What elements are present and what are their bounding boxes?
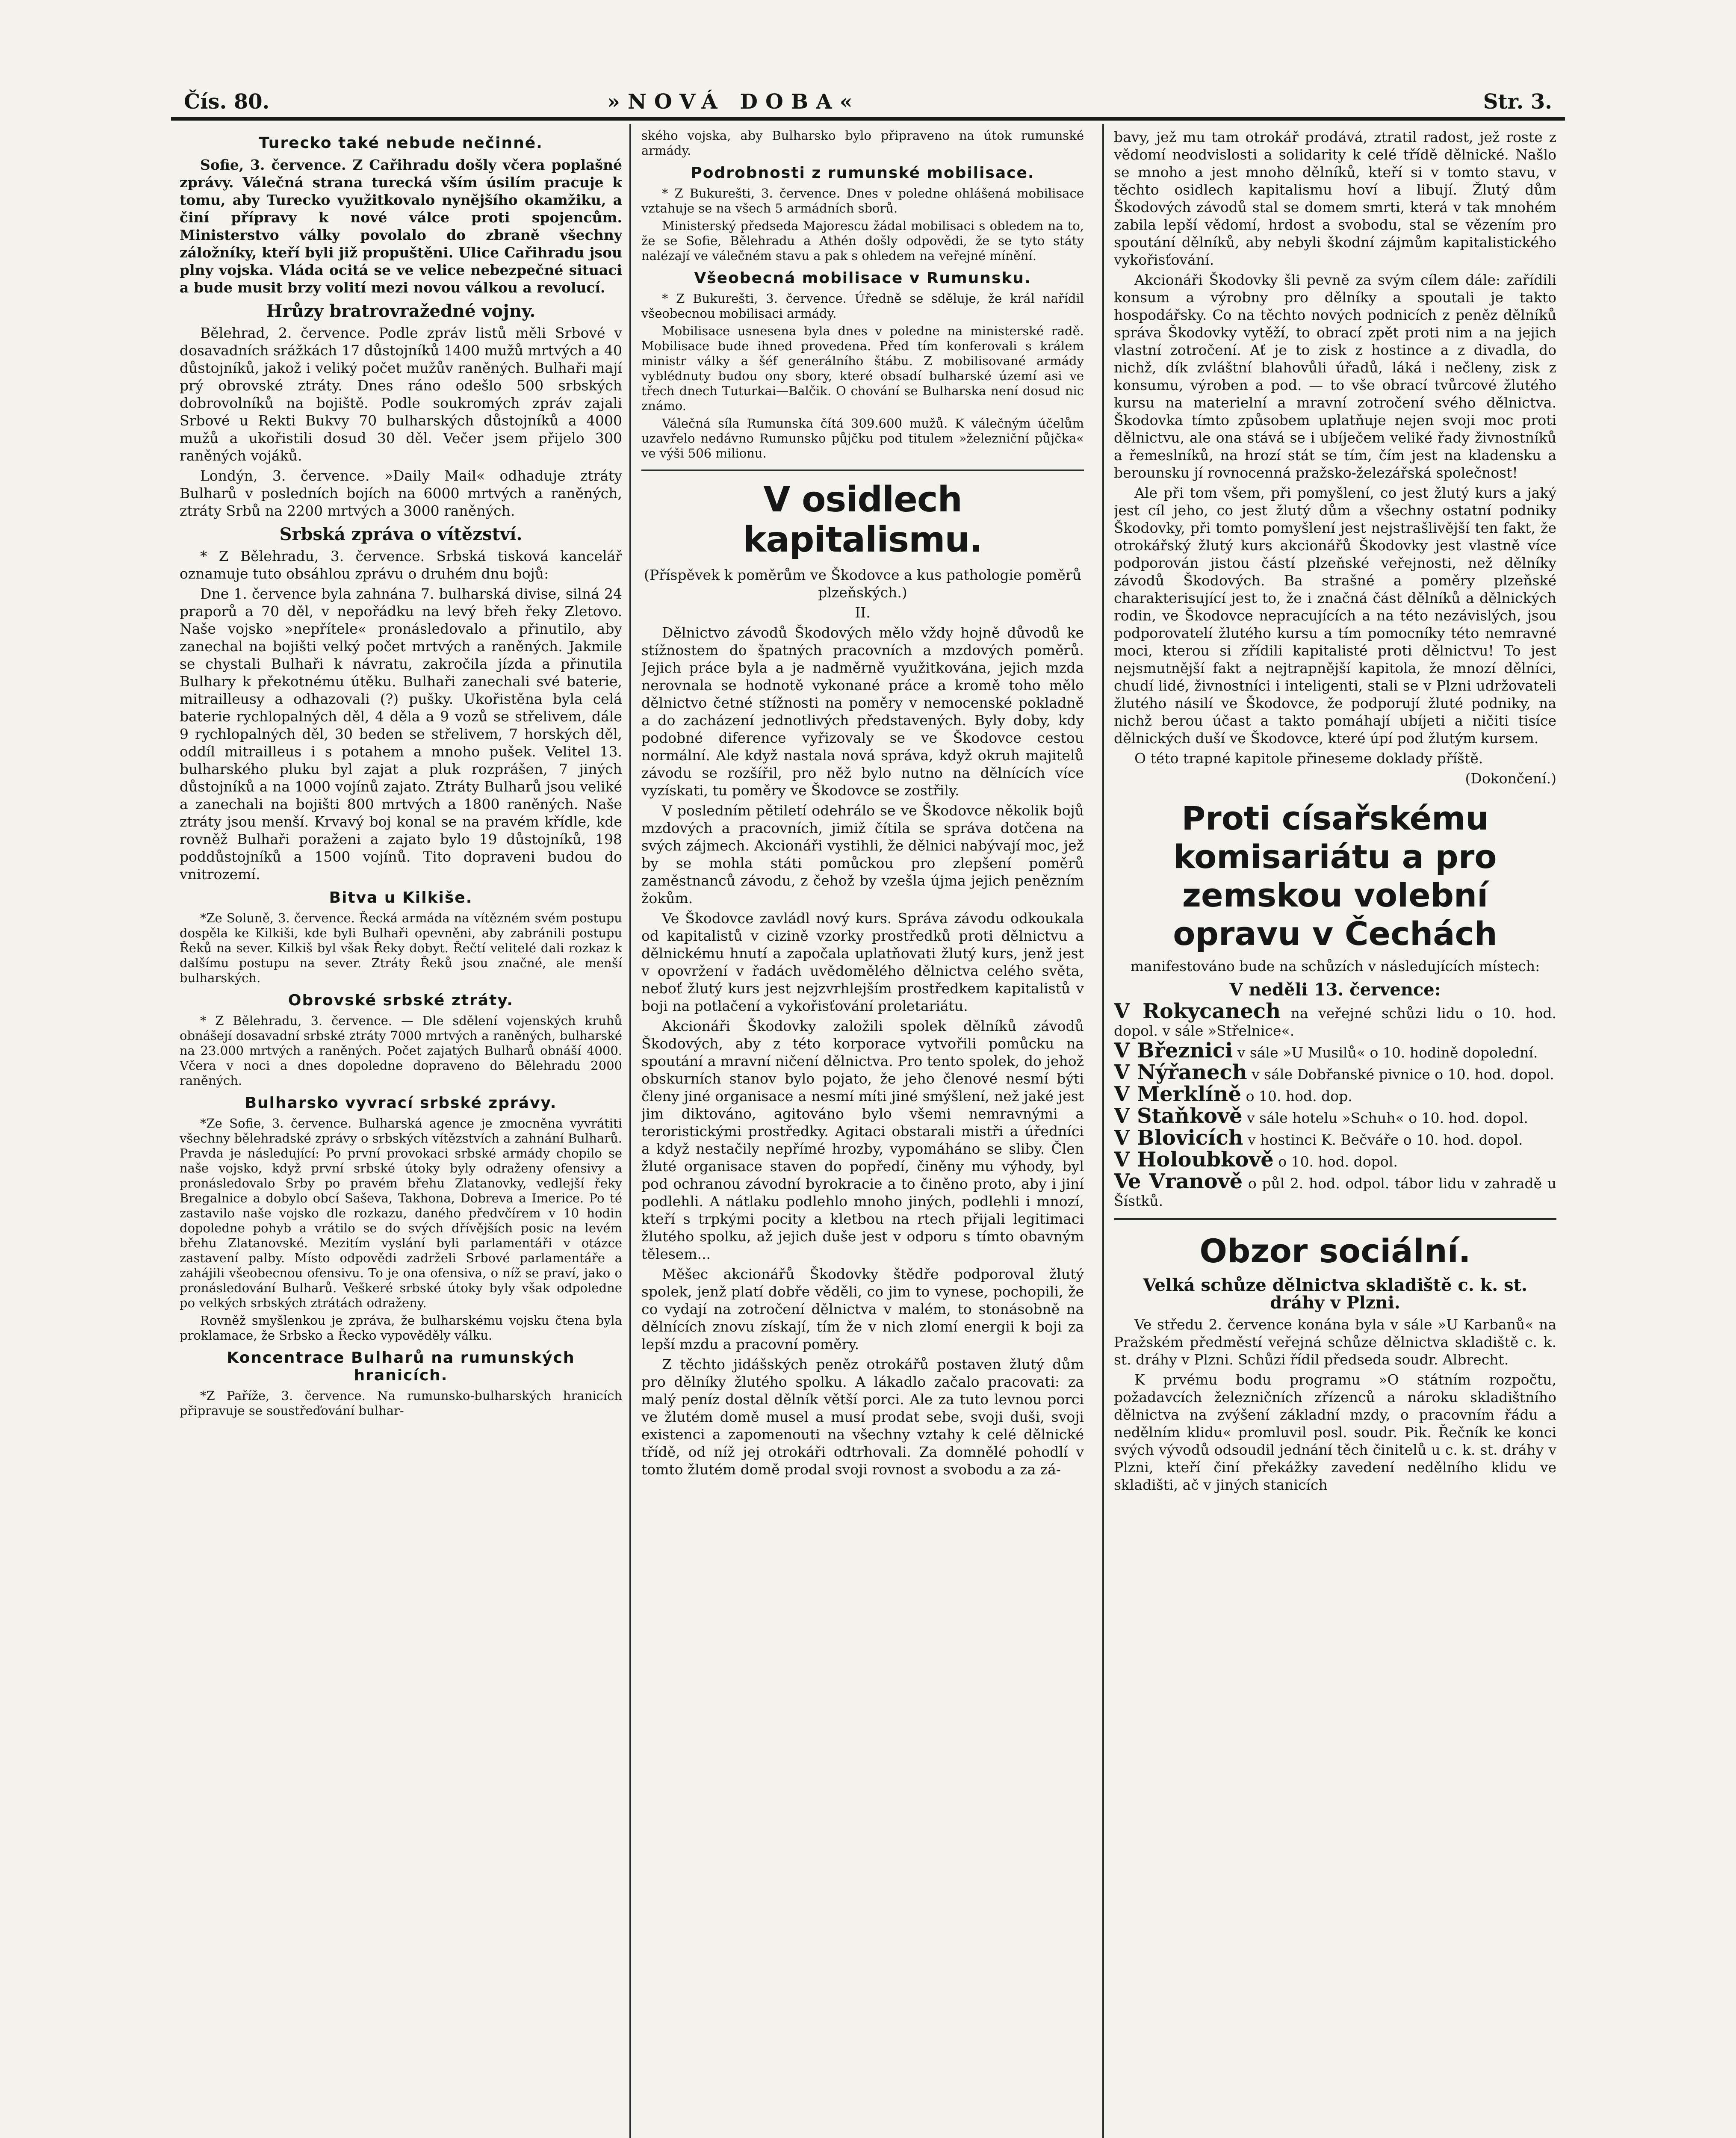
paragraph-podrobnosti-1: * Z Bukurešti, 3. července. Dnes v poledne ohlášená mobilisace vztahuje se na všech 5 armádních sborů. [641, 186, 1084, 216]
paragraph-continued-3: bavy, jež mu tam otrokář prodává, ztratil radost, jež roste z vědomí neodvislosti a solidarity k celé třídě dělnické. Našlo se mnoho a jest mnoho dělníků, kteří si v tomto stavu, v těchto osidlech kapitalismu hoví a libují. Žlutý dům Škodových závodů stal se domem smrti, která v tak mnohém zabila lepší vědomí, hrdost a svobodu, stal se vězením pro spoutání dělníků, aby nebyli škodní zájmům kapitalistického vykořisťování. [1114, 129, 1556, 268]
meeting-place: Ve Vranově [1114, 1169, 1243, 1193]
meeting-details: na veřejné schůzi lidu o 10. hod. dopol. v sále »Střelnice«. [1114, 1005, 1556, 1039]
meeting-item [1114, 1104, 1556, 1128]
meeting-place: V Nýřanech [1114, 1060, 1247, 1084]
headline-vseobecna: Všeobecná mobilisace v Rumunsku. [694, 269, 1031, 287]
meeting-details: v hostinci K. Bečváře o 10. hod. dopol. [1243, 1131, 1523, 1148]
meeting-item [1114, 1082, 1556, 1106]
paragraph-osidla-4: Akcionáři Škodovky založili spolek dělníků závodů Škodových, aby z této korporace vytvořili pomůcku na spoutání a mravní ničení dělnictva. Pro tento spolek, do jehož obskurních stanov bylo pojato, že jeho členové nesmí býti členy jiné organisace a nesmí míti jiné smýšlení, než jaké jest jim diktováno, agitováno bylo všemi nemravnými a teroristickými prostředky. Agitaci obstarali mistři a úředníci a když nestačily nepřímé hrozby, vypomáháno se sliby. Člen žluté organisace staven do popředí, činěny mu výhody, byl pod ochranou závodní byrokracie a to činěno proto, aby i jiní podlehli. A nátlaku podlehlo mnoho jiných, podlehli i mnozí, kteří s trpkými pocity a kletbou na rtech přijali legitimaci žlutého spolku, až jejich duše jest v odporu s tímto obavným tělesem... [641, 1018, 1084, 1262]
column-2 [641, 128, 1084, 2138]
meeting-list [1114, 999, 1556, 1210]
meeting-details: o 10. hod. dop. [1241, 1088, 1352, 1104]
newspaper-title: »NOVÁ DOBA« [607, 90, 860, 114]
paragraph-obrovske: * Z Bělehradu, 3. července. — Dle sdělení vojenských kruhů obnášejí dosavadní srbské ztráty 7000 mrtvých a raněných, bulharské na 23.000 mrtvých a raněných. Počet zajatých Bulharů obnáší 4000. Včera v noci a dnes dopoledne dopraveno do Bělehradu 2000 raněných. [180, 1013, 622, 1088]
paragraph-osidla-5: Měšec akcionářů Škodovky štědře podporoval žlutý spolek, jenž platí dobře věděli, co jim to vynese, pochopili, že co vydají na zotročení dělnictva v malém, to stonásobně na dělnících znovu získají, tím že v nich zlomí energii k boji za lepší mzdu a pracovní poměry. [641, 1266, 1084, 1352]
paragraph-osidla-6: Z těchto jidášských peněz otrokářů postaven žlutý dům pro dělníky žlutého spolku. A lákadlo začalo pracovati: za malý peníz dostal dělník větší porci. Ale za tuto levnou porci ve žlutém domě musel a musí prodat sebe, svoji duši, svoji existenci a zapomenouti na všechny vztahy k celé dělnické třídě, od níž jej otrokáři odtrhovali. Za domnělé pohodlí v tomto žlutém domě prodal svoji rovnost a svobodu a za zá- [641, 1356, 1084, 1478]
paragraph-koncentrace: *Z Paříže, 3. července. Na rumunsko-bulharských hranicích připravuje se soustřeďování bulhar- [180, 1388, 622, 1418]
headline-hruzy: Hrůzy bratrovražedné vojny. [266, 301, 536, 321]
meeting-item [1114, 1126, 1556, 1150]
headline-vyvraci: Bulharsko vyvrací srbské zprávy. [245, 1094, 557, 1112]
meeting-details: v sále »U Musilů« o 10. hodině dopolední. [1233, 1044, 1538, 1061]
header-rule [171, 117, 1565, 121]
headline-koncentrace: Koncentrace Bulharů na rumunských hranicích. [227, 1349, 575, 1384]
page-header [171, 86, 1565, 120]
paragraph-manifest: manifestováno bude na schůzích v následujících místech: [1130, 958, 1540, 975]
headline-obzor: Obzor sociální. [1199, 1232, 1471, 1270]
headline-podrobnosti: Podrobnosti z rumunské mobilisace. [691, 164, 1035, 182]
paragraph-velka-1: Ve středu 2. července konána byla v sále »U Karbanů« na Pražském předměstí veřejná schůze dělnictva skladiště c. k. st. dráhy v Plzni. Schůzi řídil předseda soudr. Albrecht. [1114, 1316, 1556, 1368]
paragraph-srbska-1: * Z Bělehradu, 3. července. Srbská tisková kancelář oznamuje tuto obsáhlou zprávu o druhém dnu bojů: [180, 548, 622, 582]
headline-obrovske: Obrovské srbské ztráty. [288, 992, 514, 1009]
paragraph-hruzy-2: Londýn, 3. července. »Daily Mail« odhaduje ztráty Bulharů v posledních bojích na 6000 mrtvých a raněných, ztráty Srbů na 2200 mrtvých a 3000 raněných. [180, 467, 622, 519]
headline-bitva: Bitva u Kilkiše. [329, 889, 473, 907]
section-divider [641, 470, 1084, 471]
meeting-item [1114, 999, 1556, 1039]
paragraph-osidla-2: V posledním pětiletí odehrálo se ve Škodovce několik bojů mzdových a pracovních, jimiž čítila se správa dotčena na svých zájmech. Akcionáři vystihli, že dělnici nabývají moc, jež by se mohla státi pomůckou pro zlepšení poměrů zaměstnanců závodu, z čehož by vzešla újma jejich penězním žokům. [641, 802, 1084, 907]
meeting-place: V Rokycanech [1114, 999, 1281, 1023]
paragraph-3b: Ale při tom všem, při pomyšlení, co jest žlutý kurs a jaký jest cíl jeho, co jest žlutý dům a všechny ostatní podniky Škodovky, při tomto pomyšlení jest nejstrašlivější ten fakt, že otrokářský žlutý kurs akcionářů Škodovky jest vlastně více podporován jistou částí plzeňské veřejnosti, než dělníky závodů Škodových. Ba strašné a poměry plzeňské charakterisující jest to, že i značná část dělníků a dělnických rodin, ve Škodovce nepracujících a na této nezávislých, jsou podporovatelí žlutého kursu a tím pomocníky této nemravné moci, kterou si zřídili kapitalisté proti dělnictvu! To jest nejsmutnější fakt a nejtrapnější kapitola, že mnozí dělníci, chudí lidé, živnostníci i inteligenti, stali se v Plzni udržovateli žlutého násilí ve Škodovce, že podporují žluté podniky, na nichž berou účast a takto pomáhají ubíjeti a ničiti tisíce dělnických duší ve Škodovce, které úpí pod žlutým kursem. [1114, 484, 1556, 747]
paragraph-vyvraci-1: *Ze Sofie, 3. července. Bulharská agence je zmocněna vyvrátiti všechny bělehradské zprávy o srbských vítězstvích a zahnání Bulharů. Pravda je následující: Po první provokaci srbské armády chopilo se naše vojsko, když první srbské útoky byly odraženy ofensivy a pronásledovalo Srby po pravém břehu Zlatanovky, vedlejší řeky Bregalnice a dobylo obcí Saševa, Takhona, Dobreva a Imerice. Po té zastavilo naše vojsko dle rozkazu, daného předvčírem v 10 hodin dopoledne pohyb a vrátilo se do svých dřívějších posic na levém břehu Zlatanovské. Mezitím vyslání byli parlamentáři v otázce zastavení palby. Místo odpovědi zadrželi Srbové parlamentáře a zahájili všeobecnou ofensivu. To je ona ofensiva, o níž se praví, jako o pronásledování Bulharů. Veškeré srbské útoky byly však odpoledne po velkých srbských ztrátách odraženy. [180, 1116, 622, 1310]
meeting-item [1114, 1148, 1556, 1172]
paragraph-vseobecna-2: Mobilisace usnesena byla dnes v poledne na ministerské radě. Mobilisace bude ihned provedena. Před tím konferovali s králem ministr války a šéf generálního štábu. Z mobilisované armády vyblédnuty budou ony sbory, které obsadí bulharské území asi ve třech dnech Tuturkai—Balčik. O chování se Bulharska není dosud nic známo. [641, 324, 1084, 413]
headline-proti: Proti císařskému komisariátu a pro zemskou volební opravu v Čechách [1173, 799, 1497, 953]
paragraph-bitva: *Ze Soluně, 3. července. Řecká armáda na vítězném svém postupu dospěla ke Kilkiši, kde byli Bulhaři opevněni, aby zabránili postupu Řeků na sever. Kilkiš byl však Řeky dobyt. Řečtí velitelé dali rozkaz k dalšímu postupu na sever. Ztráty Řeků jsou značné, ale menší bulharských. [180, 911, 622, 985]
part-number: II. [855, 604, 871, 621]
paragraph-3c: O této trapné kapitole přineseme doklady příště. [1134, 750, 1483, 767]
meeting-item [1114, 1060, 1556, 1084]
paragraph-3a: Akcionáři Škodovky šli pevně za svým cílem dále: zařídili konsum a výrobny pro dělníky a spoutali je takto hospodářsky. Co na těchto nových podnicích z peněz dělníků správa Škodovky vytěží, to obrací zpět proti nim a na jejich vlastní zotročení. Ať je to zisk z hostince a z divadla, do nichž, dík zvláštní blahovůli úřadů, láká i nečleny, zisk z konsumu, výroben a pod. — to vše obrací tvůrcové žlutého kursu na materielní a mravní zotročení svého dělnictva. Škodovka tímto způsobem uplatňuje nejen svoji moc proti dělnictvu, ale ona stává se i ubíječem veliké řady živnostníků a řemeslníků, na hrozí stát se tím, čím jest na kladensku a berounsku jí rovnocenná pražsko-železářská společnost! [1114, 272, 1556, 481]
meeting-item [1114, 1039, 1556, 1063]
headline-nedeli: V neděli 13. července: [1229, 980, 1441, 1000]
headline-turecko: Turecko také nebude nečinné. [259, 134, 543, 152]
meeting-details: v sále hotelu »Schuh« o 10. hod. dopol. [1242, 1110, 1528, 1126]
meeting-place: V Merklíně [1114, 1082, 1242, 1106]
meeting-details: o půl 2. hod. odpol. tábor lidu v zahradě u Šístků. [1114, 1175, 1556, 1209]
meeting-place: V Staňkově [1114, 1104, 1243, 1128]
section-divider-3 [1114, 1218, 1556, 1220]
issue-number: Čís. 80. [184, 90, 270, 114]
paragraph-osidla-3: Ve Škodovce zavládl nový kurs. Správa závodu odkoukala od kapitalistů v cizině vzorky prostředků proti dělnictvu a dělnickému hnutí a započala uplatňovati žlutý kurs, jenž jest v opovržení v řadách uvědomělého dělnictva celého světa, neboť žlutý kurs jest nejzvrhlejším prostředkem kapitalistů v boji na potlačení a vykořisťování proletariátu. [641, 910, 1084, 1014]
paragraph-velka-2: K prvému bodu programu »O státním rozpočtu, požadavcích železničních zřízenců a nároku skladištního dělnictva na zvýšení základní mzdy, o pracovním řádu a nedělním klidu« promluvil posl. soudr. Pik. Řečník ke konci svých vývodů odsoudil jednání těch činitelů u c. k. st. dráhy v Plzni, kteří činí překážky zavedení nedělního klidu ve skladišti, ač v jiných stanicích [1114, 1371, 1556, 1493]
paragraph-osidla-1: Dělnictvo závodů Škodových mělo vždy hojně důvodů ke stížnostem do špatných pracovních a mzdových poměrů. Jejich práce byla a je nadměrně využitkována, jejich mzda nerovnala se hodnotě vykonané práce a kromě toho mělo dělnictvo četné stížnosti na poměry v nemocenské pokladně a do zacházení jednotlivých představených. Byly doby, kdy podobné diference vyřizovaly se ve Škodovce cestou normální. Ale když nastala nová správa, když okruh majitelů závodu se rozšířil, pro něž bylo nutno na dělnících více vyzískati, tu poměry ve Škodovce se zostřily. [641, 624, 1084, 799]
paragraph-vseobecna-3: Válečná síla Rumunska čítá 309.600 mužů. K válečným účelům uzavřelo nedávno Rumunsko půjčku pod titulem »železniční půjčka« ve výši 506 milionu. [641, 416, 1084, 461]
page-number: Str. 3. [1483, 90, 1552, 114]
meeting-place: V Březnici [1114, 1039, 1233, 1063]
column-rule-2 [1102, 124, 1104, 2138]
headline-osidla: V osidlech kapitalismu. [743, 479, 983, 560]
paragraph-srbska-2: Dne 1. července byla zahnána 7. bulharská divise, silná 24 praporů a 70 děl, v nepořádku na levý břeh řeky Zletovo. Naše vojsko »nepřítele« pronásledovalo a přinutilo, aby zanechal na bojišti velký počet mrtvých a raněných. Jakmile se chystali Bulhaři k návratu, zakročila jízda a přinutila Bulhary k překotnému útěku. Bulhaři zanechali své baterie, mitrailleusy a odhazovali (?) pušky. Ukořistěna byla celá baterie rychlopalných děl, 4 děla a 9 vozů se střelivem, dále 9 rychlopalných děl, 30 beden se střelivem, 7 horských děl, oddíl mitrailleus i s potahem a mnoho pušek. Velitel 13. bulharského pluku byl zajat a pluk rozprášen, 7 jiných důstojníků a na 1000 vojínů zajato. Ztráty Bulharů jsou veliké a zanechali na bojišti 800 mrtvých a 1800 raněných. Naše ztráty jsou menší. Krvavý boj konal se na pravém křídle, kde rovněž Bulhaři poraženi a zajato bylo 19 důstojníků, 198 poddůstojníků a 1500 vojínů. Tito dopraveni budou do vnitrozemí. [180, 585, 622, 883]
meeting-details: v sále Dobřanské pivnice o 10. hod. dopol. [1247, 1066, 1554, 1083]
meeting-item [1114, 1169, 1556, 1210]
paragraph-continued: ského vojska, aby Bulharsko bylo připraveno na útok rumunské armády. [641, 128, 1084, 158]
meeting-place: V Holoubkově [1114, 1148, 1274, 1172]
newspaper-page [171, 86, 1565, 2138]
headline-srbska: Srbská zpráva o vítězství. [279, 524, 523, 544]
column-3 [1114, 128, 1556, 2138]
paragraph-podrobnosti-2: Ministerský předseda Majorescu žádal mobilisaci s obledem na to, že se Sofie, Bělehradu a Athén došly odpovědi, že se tyto státy nalézají ve válečném stavu a pak s ohledem na veřejné mínění. [641, 219, 1084, 263]
paragraph-vyvraci-2: Rovněž smyšlenkou je zpráva, že bulharskému vojsku čtena byla proklamace, že Srbsko a Řecko vypověděly válku. [180, 1313, 622, 1343]
column-rule-1 [629, 124, 631, 2138]
meeting-place: V Blovicích [1114, 1126, 1243, 1150]
meeting-details: o 10. hod. dopol. [1273, 1153, 1398, 1170]
paragraph-vseobecna-1: * Z Bukurešti, 3. července. Úředně se sděluje, že král nařídil všeobecnou mobilisaci armády. [641, 291, 1084, 321]
column-1 [180, 128, 622, 2138]
article-turecko: Sofie, 3. července. Z Cařihradu došly včera poplašné zprávy. Válečná strana turecká vším úsilím pracuje k tomu, aby Turecko využitkovalo nynějšího okamžiku, a činí přípravy k nové válce proti spojencům. Ministerstvo války povolalo do zbraně všechny záložníky, kteří byli již propuštěni. Ulice Cařihradu jsou plny vojska. Vláda ocitá se ve velice nebezpečné situaci a bude musit brzy volití mezi novou válkou a revolucí. [180, 157, 622, 296]
continuation-note: (Dokončení.) [1465, 770, 1556, 787]
paragraph-hruzy-1: Bělehrad, 2. července. Podle zpráv listů měli Srbové v dosavadních srážkách 17 důstojníků 1400 mužů mrtvých a 40 důstojníků, jakož i veliký počet mužův raněných. Bulhaři mají prý obrovské ztráty. Dnes ráno odešlo 500 srbských dobrovolníků na bojiště. Podle soukromých zpráv zajali Srbové u Rekti Bukvy 70 bulharských důstojníků a 4000 mužů a ukořistili dosud 30 děl. Večer jsem přijelo 300 raněných vojáků. [180, 325, 622, 464]
headline-velka: Velká schůze dělnictva skladiště c. k. st. dráhy v Plzni. [1143, 1275, 1528, 1313]
subtitle-osidla: (Příspěvek k poměrům ve Škodovce a kus pathologie poměrů plzeňských.) [644, 567, 1082, 601]
